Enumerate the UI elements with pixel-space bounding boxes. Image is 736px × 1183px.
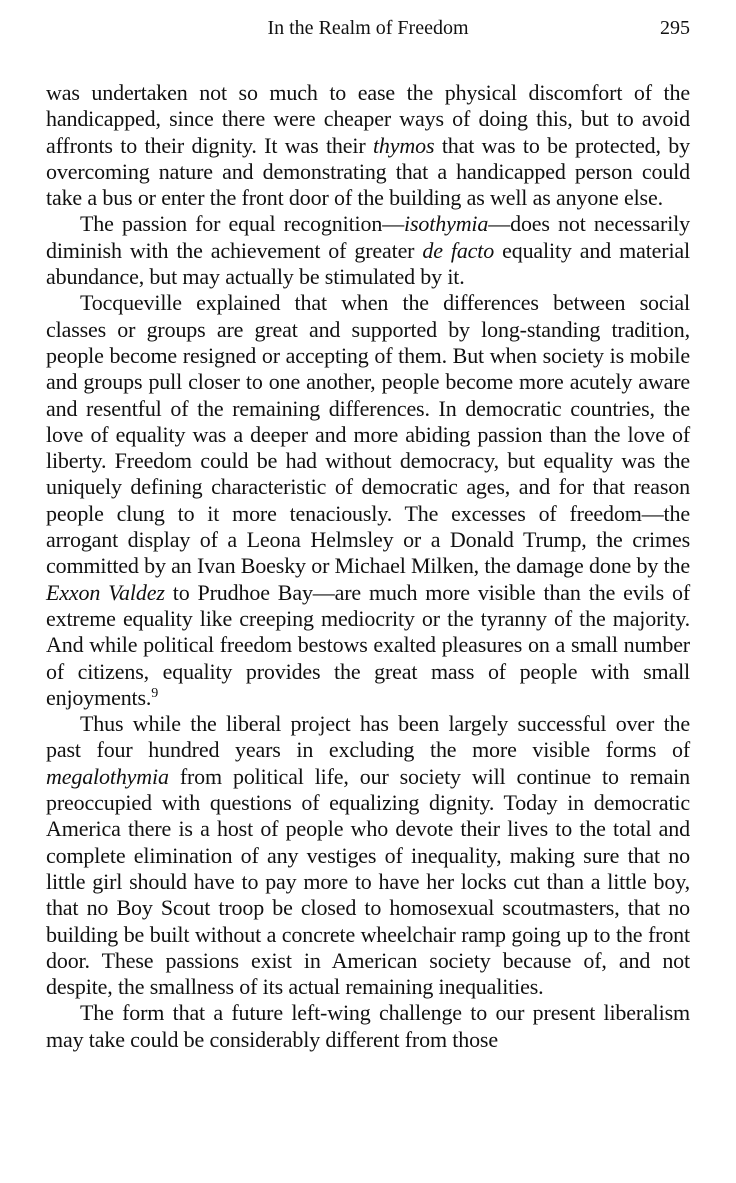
text-segment: was undertaken not so much to ease the physical discomfort of the handicapped, since there were cheaper ways of doing this, but to avoid affronts to their dignity. It was their bbox=[46, 80, 690, 158]
paragraph-2 bbox=[46, 211, 690, 290]
paragraph-4 bbox=[46, 711, 690, 1000]
text-segment: that was to be protected, by overcoming nature and demonstrating that a handicapped person could take a bus or enter the front door of the building as well as anyone else. bbox=[46, 132, 690, 211]
page-number: 295 bbox=[660, 17, 690, 39]
text-segment: to Prudhoe Bay—are much more visible than the evils of extreme equality like creeping mediocrity or the tyranny of the majority. And while political freedom bestows exalted pleasures on a small number of citizens, equality provides the great mass of people with small enjoyments. bbox=[46, 579, 690, 710]
paragraph-5 bbox=[46, 1000, 690, 1053]
text-segment: equality and material abundance, but may actually be stimulated by it. bbox=[46, 237, 690, 290]
text-segment: The form that a future left-wing challenge to our present liberalism may take could be considerably different from those bbox=[46, 1000, 690, 1052]
italic-term-exxon-valdez: Exxon Valdez bbox=[46, 579, 165, 605]
text-segment: —does not necessarily diminish with the achievement of greater bbox=[46, 211, 690, 263]
text-segment: Thus while the liberal project has been largely successful over the past four hundred years in excluding the more visible forms of bbox=[46, 711, 690, 763]
text-segment: Tocqueville explained that when the differences between social classes or groups are great and supported by long-standing tradition, people become resigned or accepting of them. But when society is mobile and groups pull closer to one another, people become more acutely aware and resentful of the remaining differences. In democratic countries, the love of equality was a deeper and more abiding passion than the love of liberty. Freedom could be had without democracy, but equality was the uniquely defining characteristic of democratic ages, and for that reason people clung to it more tenaciously. The excesses of freedom—the arrogant display of a Leona Helmsley or a Donald Trump, the crimes committed by an Ivan Boesky or Michael Milken, the damage done by the bbox=[46, 290, 690, 579]
running-head bbox=[46, 14, 690, 42]
body-text bbox=[46, 80, 690, 1053]
italic-term-de-facto: de facto bbox=[422, 237, 495, 263]
italic-term-thymos: thymos bbox=[372, 132, 435, 158]
text-segment: from political life, our society will continue to remain preoccupied with questions of equalizing dignity. Today in democratic America there is a host of people who devote their lives to the total and complete elimination of any vestiges of inequality, making sure that no little girl should have to pay more to have her locks cut than a little boy, that no Boy Scout troop be closed to homosexual scoutmasters, that no building be built without a concrete wheelchair ramp going up to the front door. These passions exist in American society because of, and not despite, the smallness of its actual remaining inequalities. bbox=[46, 763, 690, 1000]
footnote-marker[interactable]: 9 bbox=[151, 685, 159, 701]
italic-term-megalothymia: megalothymia bbox=[46, 763, 169, 789]
text-segment: The passion for equal recognition— bbox=[80, 211, 405, 237]
running-title: In the Realm of Freedom bbox=[267, 17, 469, 39]
paragraph-1 bbox=[46, 80, 690, 211]
paragraph-3 bbox=[46, 290, 690, 711]
italic-term-isothymia: isothymia bbox=[404, 211, 489, 237]
